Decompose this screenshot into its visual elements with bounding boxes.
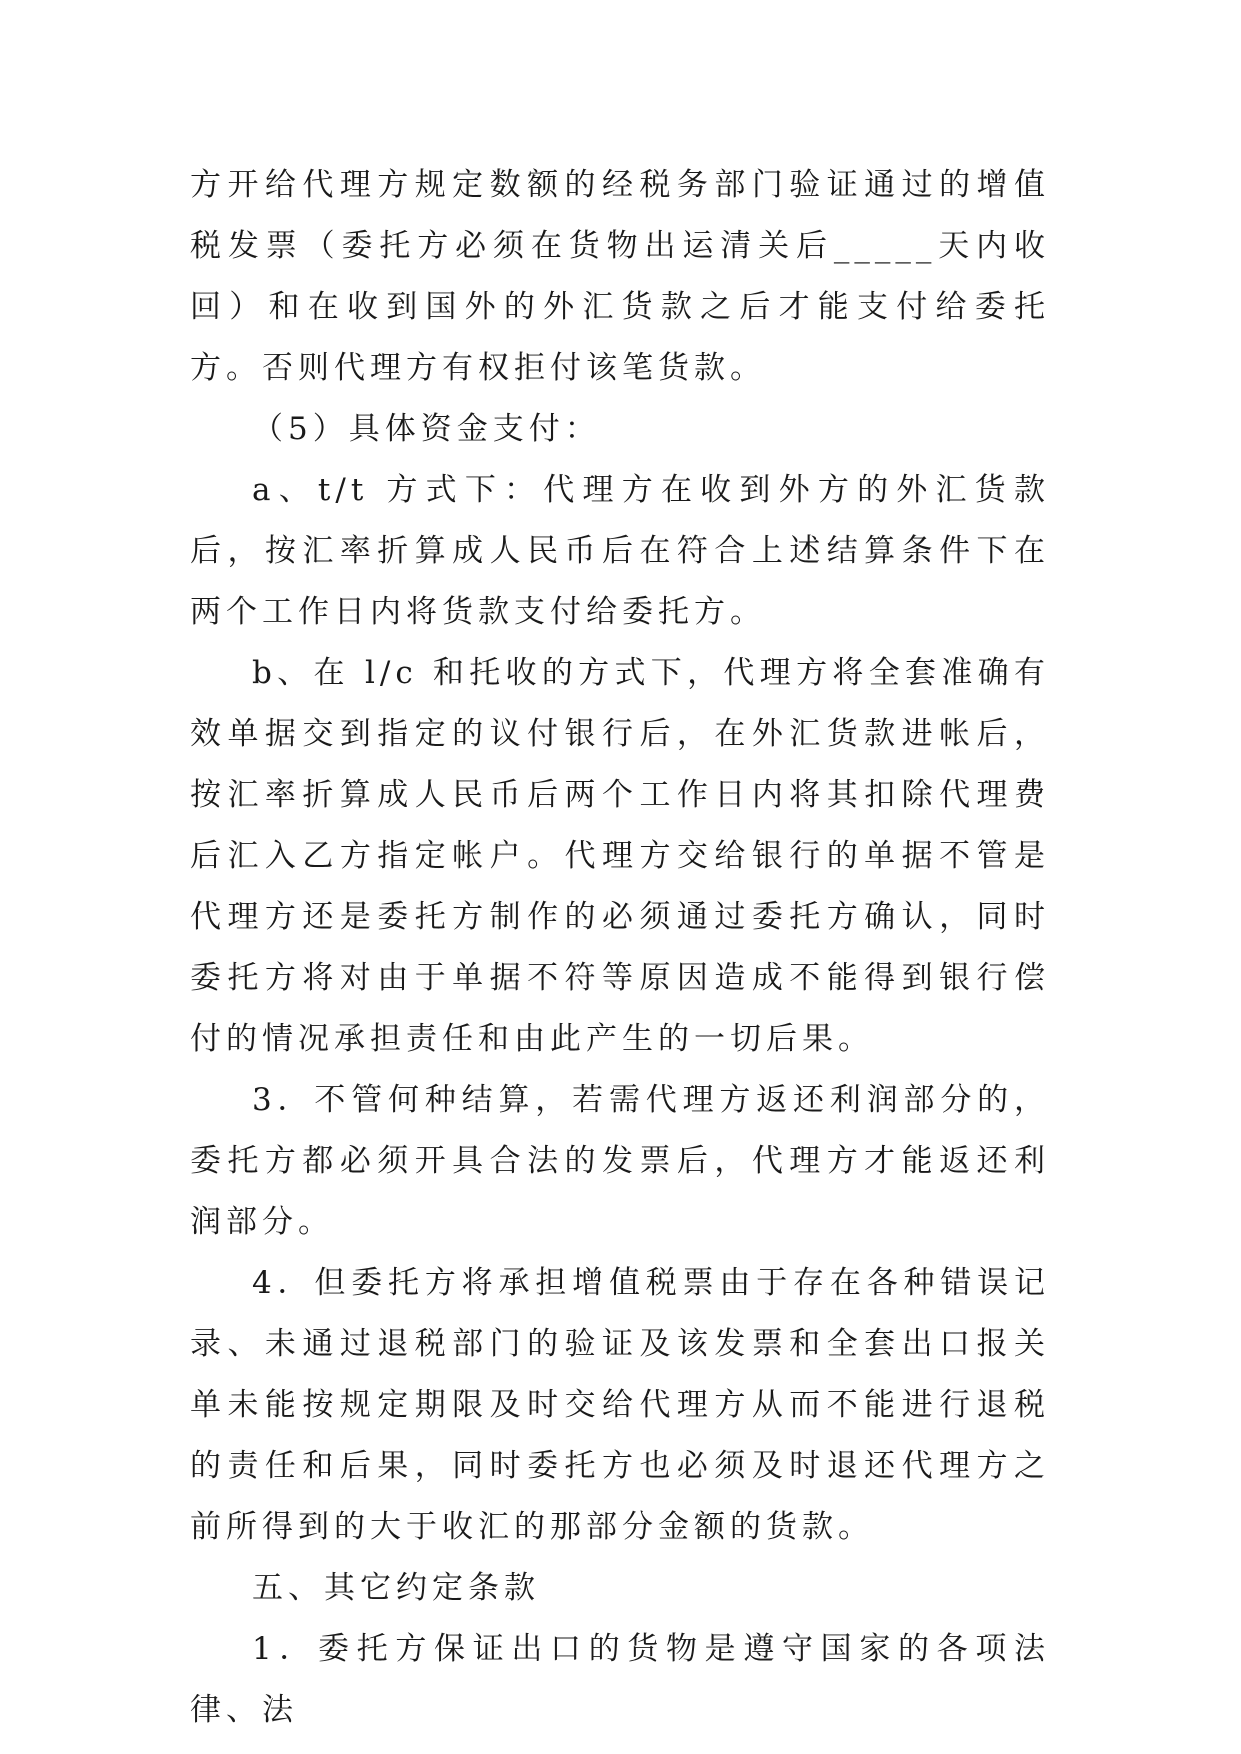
paragraph-clause-3: 3．不管何种结算，若需代理方返还利润部分的，委托方都必须开具合法的发票后，代理方才能返还利润部分。 xyxy=(190,1082,1050,1240)
paragraph-invoice-continuation: 方开给代理方规定数额的经税务部门验证通过的增值税发票（委托方必须在货物出运清关后_____天内收回）和在收到国外的外汇货款之后才能支付给委托方。否则代理方有权拒付该笔货款。 xyxy=(190,167,1050,386)
paragraph-clause-4: 4．但委托方将承担增值税票由于存在各种错误记录、未通过退税部门的验证及该发票和全套出口报关单未能按规定期限及时交给代理方从而不能进行退税的责任和后果，同时委托方也必须及时退还代理方之前所得到的大于收汇的那部分金额的货款。 xyxy=(190,1265,1050,1545)
paragraph-lc-method: b、在 l/c 和托收的方式下，代理方将全套准确有效单据交到指定的议付银行后，在外汇货款进帐后，按汇率折算成人民币后两个工作日内将其扣除代理费后汇入乙方指定帐户。代理方交给银行的单据不管是代理方还是委托方制作的必须通过委托方确认，同时委托方将对由于单据不符等原因造成不能得到银行偿付的情况承担责任和由此产生的一切后果。 xyxy=(190,655,1050,1057)
paragraph-other-clause-1: 1．委托方保证出口的货物是遵守国家的各项法律、法 xyxy=(190,1631,1050,1728)
section-heading-other-terms: 五、其它约定条款 xyxy=(252,1570,540,1606)
document-body xyxy=(190,155,1050,1741)
paragraph-tt-method: a、t/t 方式下：代理方在收到外方的外汇货款后，按汇率折算成人民币后在符合上述结算条件下在两个工作日内将货款支付给委托方。 xyxy=(190,472,1050,630)
paragraph-payment-heading: （5）具体资金支付： xyxy=(252,411,601,447)
